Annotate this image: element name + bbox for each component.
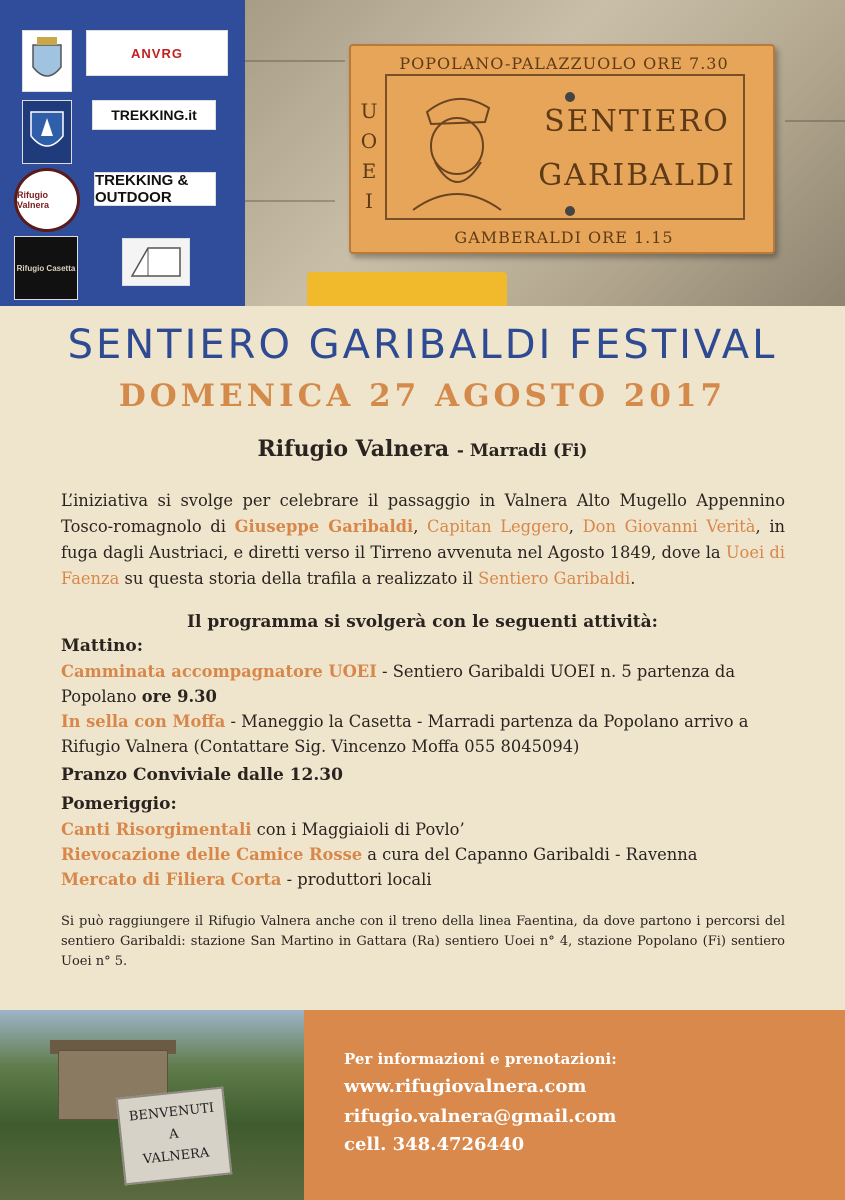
rifugio-casetta-logo bbox=[14, 236, 78, 300]
rifugio-photo bbox=[0, 1010, 304, 1200]
trail-paint-mark bbox=[307, 272, 507, 306]
trekking-it-logo bbox=[92, 100, 216, 130]
activity-text: a cura del Capanno Garibaldi - Ravenna bbox=[362, 845, 698, 864]
sponsor-logos-panel bbox=[0, 0, 245, 306]
website-link[interactable]: www.rifugiovalnera.com bbox=[344, 1076, 587, 1097]
email-link[interactable]: rifugio.valnera@gmail.com bbox=[344, 1106, 617, 1127]
sign-word-sentiero: SENTIERO bbox=[544, 104, 730, 139]
intro-paragraph bbox=[61, 488, 785, 592]
sign-side-letter: I bbox=[365, 189, 373, 213]
highlight-don-giovanni-verita: Don Giovanni Verità bbox=[582, 517, 756, 536]
sign-side-letters bbox=[357, 96, 381, 216]
event-date: DOMENICA 27 AGOSTO 2017 bbox=[118, 378, 727, 414]
anvrg-logo-text: ANVRG bbox=[131, 45, 183, 61]
trekking-outdoor-logo-text: TREKKING & OUTDOOR bbox=[95, 172, 189, 206]
activity-title: Canti Risorgimentali bbox=[61, 820, 252, 839]
highlight-uoei-faenza: Uoei di Faenza bbox=[61, 543, 786, 588]
program-item bbox=[61, 659, 785, 709]
welcome-stone bbox=[116, 1087, 233, 1186]
trail-sign-photo bbox=[245, 0, 845, 306]
sign-route-top: POPOLANO-PALAZZUOLO ORE 7.30 bbox=[399, 54, 729, 73]
venue-name: Rifugio Valnera bbox=[257, 436, 450, 462]
intro-text: , bbox=[568, 517, 583, 536]
welcome-stone-line: BENVENUTI bbox=[128, 1100, 215, 1125]
activity-title: In sella con Moffa bbox=[61, 712, 226, 731]
train-note: Si può raggiungere il Rifugio Valnera anche con il treno della linea Faentina, da dove partono i percorsi del sentiero Garibaldi: stazione San Martino in Gattara (Ra) sentiero Uoei n° 4, stazione Popolano (Fi) sentiero Uoei n° 5. bbox=[61, 914, 785, 969]
program-item bbox=[61, 817, 785, 842]
program-item bbox=[61, 842, 785, 867]
info-title: Per informazioni e prenotazioni: bbox=[344, 1050, 617, 1068]
rifugio-valnera-logo bbox=[14, 168, 80, 232]
anvrg-logo bbox=[86, 30, 228, 76]
welcome-stone-line: A bbox=[168, 1126, 180, 1143]
stone-joint bbox=[245, 200, 335, 202]
highlight-giuseppe-garibaldi: Giuseppe Garibaldi bbox=[234, 517, 414, 536]
contact-info-panel bbox=[304, 1010, 845, 1200]
intro-text: . bbox=[630, 569, 636, 588]
venue-location: - Marradi (Fi) bbox=[456, 441, 588, 461]
hut-sketch-logo bbox=[122, 238, 190, 286]
highlight-sentiero-garibaldi: Sentiero Garibaldi bbox=[478, 569, 631, 588]
sign-bolt bbox=[565, 92, 575, 102]
activity-time: ore 9.30 bbox=[141, 687, 217, 706]
festival-title: SENTIERO GARIBALDI FESTIVAL bbox=[67, 322, 778, 368]
program-title: Il programma si svolgerà con le seguenti attività: bbox=[187, 612, 658, 632]
intro-text: su questa storia della trafila a realizzato il bbox=[119, 569, 479, 588]
intro-text: , in fuga dagli Austriaci, e diretti verso il Tirreno avvenuta nel Agosto 1849, dove la bbox=[61, 517, 786, 562]
morning-label: Mattino: bbox=[61, 636, 143, 656]
activity-title: Mercato di Filiera Corta bbox=[61, 870, 282, 889]
activity-text: - produttori locali bbox=[281, 870, 432, 889]
rifugio-valnera-logo-text: Rifugio Valnera bbox=[17, 190, 50, 210]
stone-joint bbox=[245, 60, 345, 62]
activity-text: con i Maggiaioli di Povlo’ bbox=[251, 820, 465, 839]
trekking-it-logo-text: TREKKING.it bbox=[111, 107, 197, 123]
activity-text: - Maneggio la Casetta - Marradi partenza da Popolano arrivo a Rifugio Valnera (Contattare Sig. Vincenzo Moffa 055 8045094) bbox=[61, 712, 749, 756]
afternoon-label: Pomeriggio: bbox=[61, 794, 177, 814]
sign-side-letter: U bbox=[360, 99, 378, 123]
program-list bbox=[61, 634, 785, 892]
lunch-label: Pranzo Conviviale dalle 12.30 bbox=[61, 765, 343, 785]
uoei-crest-logo bbox=[22, 100, 72, 164]
sign-route-bottom: GAMBERALDI ORE 1.15 bbox=[454, 228, 674, 247]
welcome-stone-line: VALNERA bbox=[142, 1145, 211, 1168]
sign-side-letter: O bbox=[360, 129, 378, 153]
trekking-outdoor-logo bbox=[94, 172, 216, 206]
trail-sign bbox=[349, 44, 775, 254]
activity-title: Rievocazione delle Camice Rosse bbox=[61, 845, 363, 864]
activity-text: - Sentiero Garibaldi UOEI n. 5 partenza da Popolano bbox=[61, 662, 736, 706]
sign-bolt bbox=[565, 206, 575, 216]
sign-word-garibaldi: GARIBALDI bbox=[538, 158, 736, 193]
municipality-crest-logo bbox=[22, 30, 72, 92]
activity-title: Camminata accompagnatore UOEI bbox=[61, 662, 377, 681]
garibaldi-portrait-icon bbox=[397, 82, 517, 212]
program-item bbox=[61, 867, 785, 892]
stone-joint bbox=[785, 120, 845, 122]
program-item bbox=[61, 709, 785, 759]
sign-side-letter: E bbox=[361, 159, 377, 183]
highlight-capitan-leggero: Capitan Leggero bbox=[427, 517, 569, 536]
intro-text: L’iniziativa si svolge per celebrare il passaggio in Valnera Alto Mugello Appennino Tosco-romagnolo di bbox=[61, 491, 785, 536]
phone-number: cell. 348.4726440 bbox=[344, 1134, 525, 1155]
venue-line bbox=[0, 436, 845, 462]
rifugio-casetta-logo-text: Rifugio Casetta bbox=[16, 263, 76, 273]
intro-text: , bbox=[413, 517, 428, 536]
